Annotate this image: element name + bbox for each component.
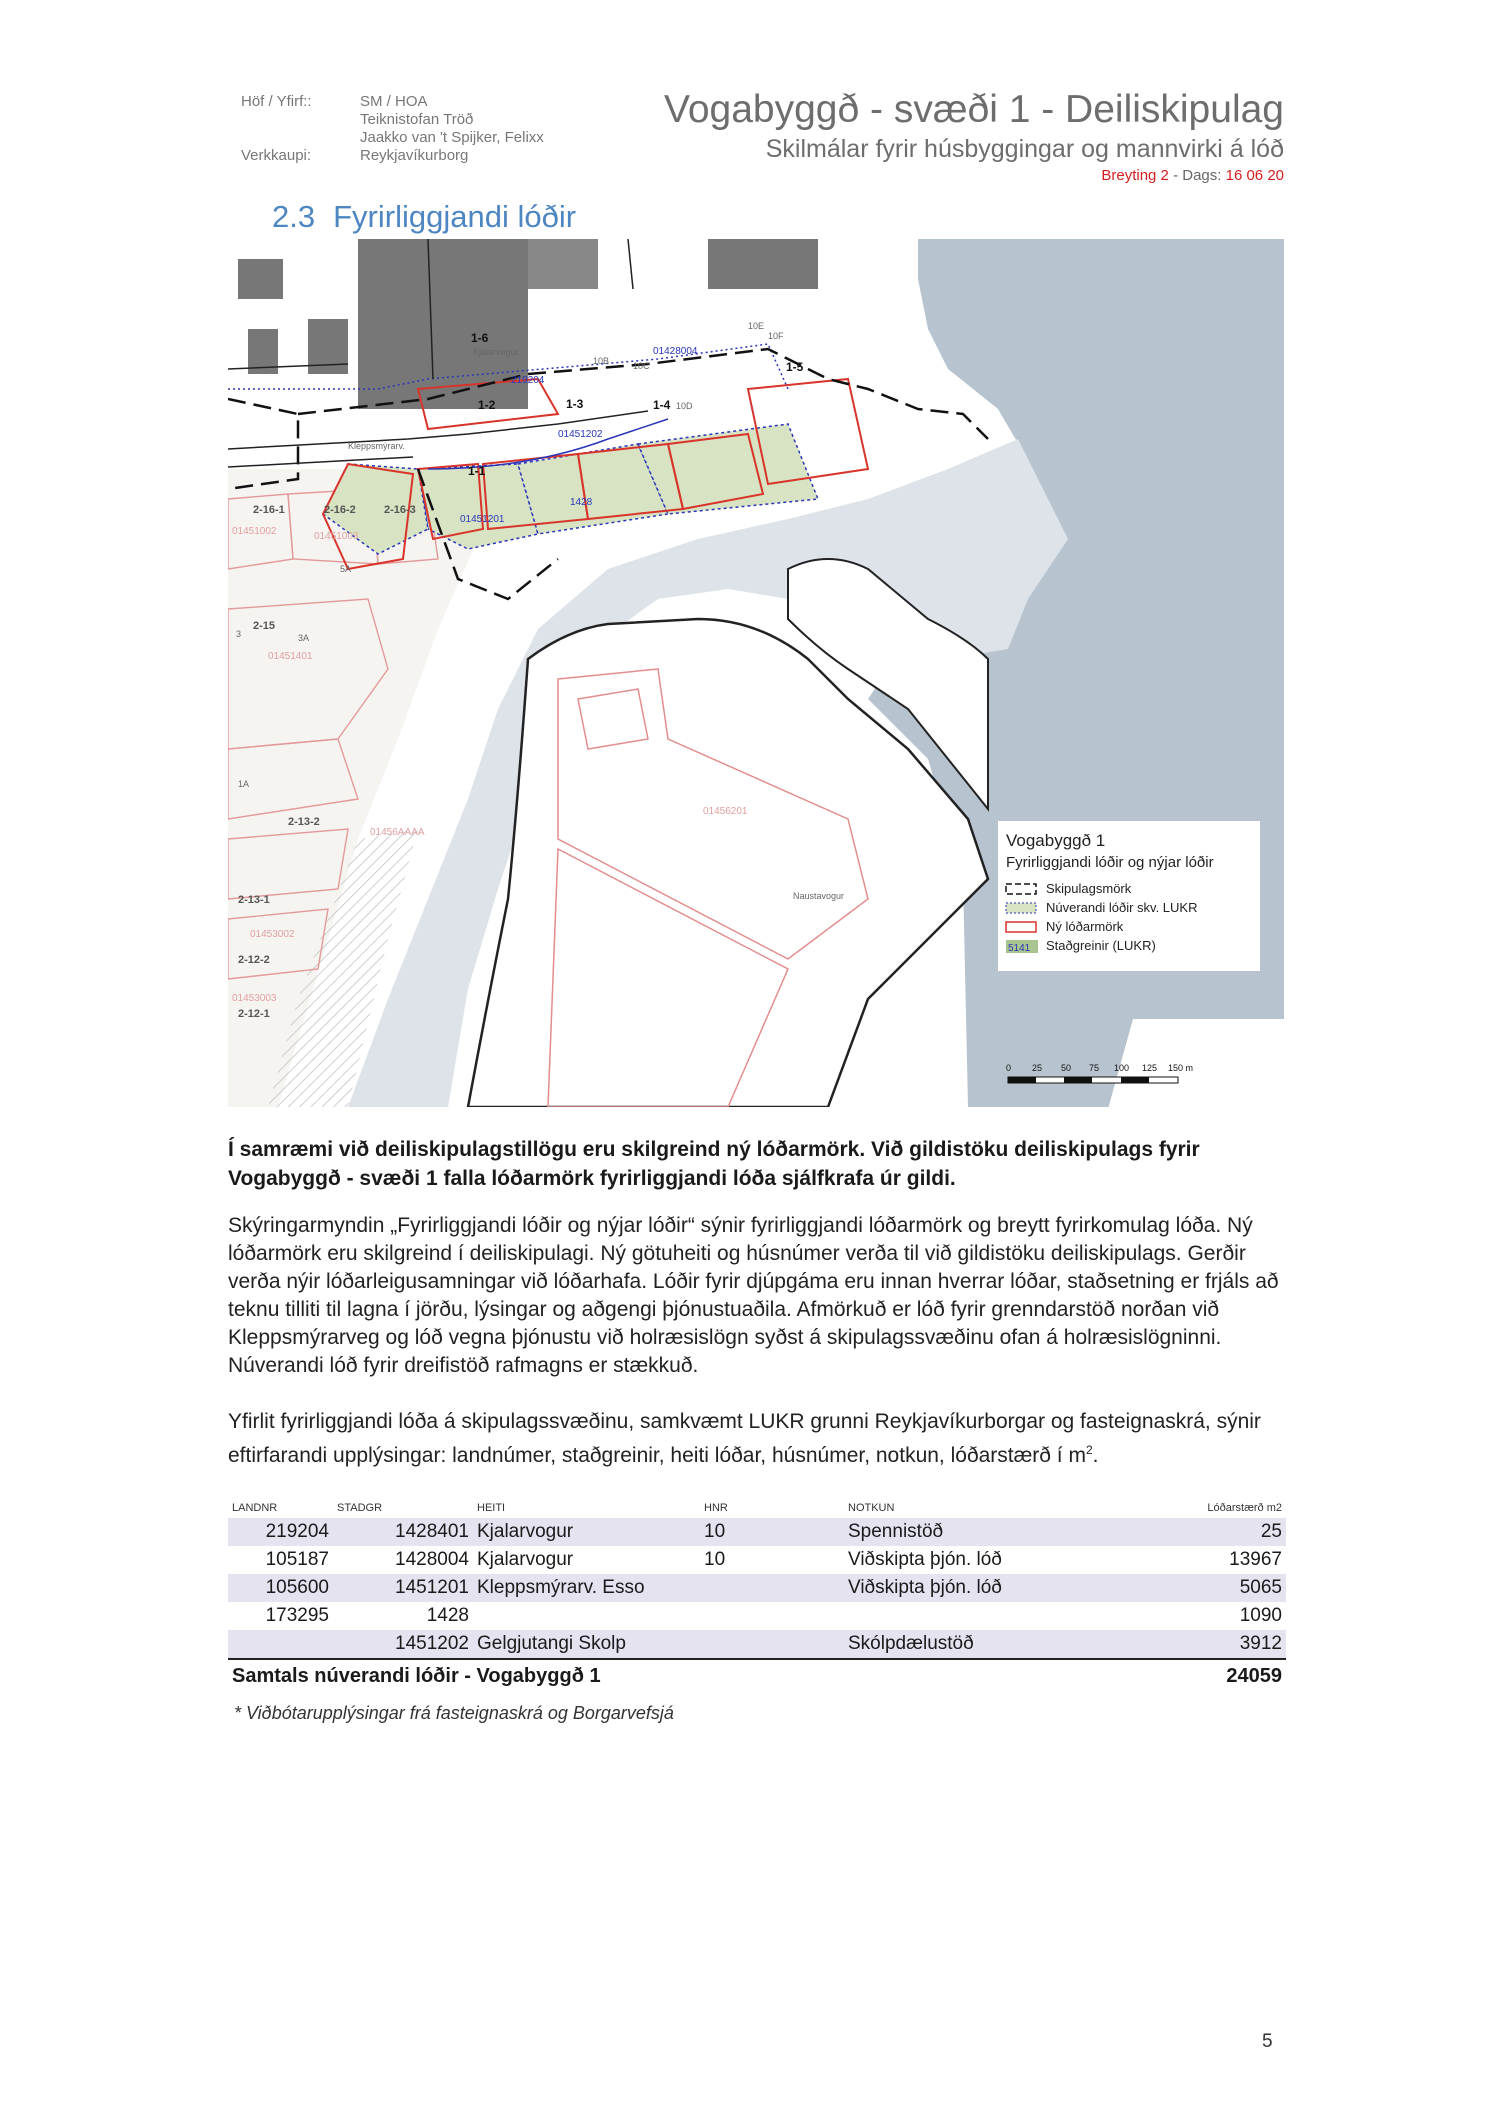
column-header: HEITI [477,1502,506,1514]
stadgreinir-label: 01451202 [558,429,603,440]
table-cell: 105187 [265,1549,329,1570]
house-number: 10D [676,401,693,411]
page-number: 5 [1262,2031,1273,2052]
scale-tick: 0 [1006,1063,1012,1073]
table-cell: 1090 [1239,1605,1282,1626]
stadgreinir-label: 01451003 [314,531,359,542]
total-row [228,1659,1286,1690]
table-cell [844,1602,1134,1630]
stadgreinir-label: 01451401 [268,651,313,662]
table-cell: Kjalarvogur [473,1518,700,1546]
legend-swatch-current [1006,903,1036,913]
author-line: Teiknistofan Tröð [360,111,474,128]
table-cell: 3912 [1134,1630,1286,1659]
lots-table [228,1502,1286,1690]
author-line: SM / HOA [360,93,428,110]
body-paragraph-text: Yfirlit fyrirliggjandi lóða á skipulagssvæðinu, samkvæmt LUKR grunni Reykjavíkurborgar og fasteignaskrá, sýnir eftirfarandi upplýsingar: landnúmer, staðgreinir, heiti lóðar, húsnúmer, notkun, lóðarstærð í m [228,1410,1261,1467]
house-number: 10E [748,321,765,331]
superscript: 2 [1085,1443,1093,1457]
table-cell: Gelgjutangi Skolp [473,1630,700,1659]
stadgreinir-label: 01456201 [703,806,748,817]
verkkaupi-label: Verkkaupi: [241,147,312,164]
table-cell: 1428 [426,1605,469,1626]
table-cell: 219204 [228,1518,333,1546]
table-cell: Skólpdælustöð [844,1630,1134,1659]
hof-label: Höf / Yfirf:: [241,93,312,110]
house-number: 1A [238,779,250,789]
table-row [228,1602,1286,1630]
plot-label: 1-1 [468,464,486,478]
table-cell: 5065 [1134,1574,1286,1602]
stadgreinir-label: 01456AAAA [370,827,425,838]
footnote: * Viðbótarupplýsingar frá fasteignaskrá og Borgarvefsjá [234,1703,674,1723]
document-title-block [664,88,1284,186]
stadgreinir-label: 1428 [570,497,593,508]
neighbor-label: 2-12-1 [238,1008,270,1020]
table-header [228,1502,1286,1518]
scale-tick: 125 [1142,1063,1158,1073]
table-cell: 173295 [265,1605,329,1626]
table-cell: 1428401 [333,1518,473,1546]
table-cell: Spennistöð [844,1518,1134,1546]
column-header: Lóðarstærð m2 [1207,1502,1282,1514]
house-number: 5A [340,564,352,574]
road-label: Naustavogur [793,891,845,901]
body-paragraph [228,1408,1288,1470]
table-cell: Viðskipta þjón. lóð [848,1549,1002,1570]
section-number: 2.3 [272,199,316,234]
road-label: Kjalarvogur [473,347,519,357]
table-cell: 1428004 [395,1549,469,1570]
road-label: Kleppsmýrarv. [348,441,405,451]
building [238,259,283,299]
legend-sample: 5141 [1008,943,1031,954]
table-cell: 25 [1134,1518,1286,1546]
column-header: NOTKUN [848,1502,895,1514]
body-paragraph-end: . [1092,1444,1099,1467]
table-cell: 10 [704,1549,726,1570]
table-cell: Kjalarvogur [477,1549,574,1570]
scale-tick: 25 [1032,1063,1043,1073]
table-cell: 1451202 [333,1630,473,1659]
map-legend [998,821,1260,971]
revision-date: 16 06 20 [1225,167,1284,184]
plot-label: 1-4 [653,398,671,412]
table-row [228,1518,1286,1546]
section-heading [272,199,576,235]
revision: Breyting 2 [1101,167,1169,184]
neighbor-label: 2-16-2 [324,504,356,516]
scale-tick: 100 [1114,1063,1130,1073]
stadgreinir-label: 01451201 [460,514,505,525]
table-cell: 105600 [228,1574,333,1602]
table-cell [700,1574,844,1602]
table-cell [700,1602,844,1630]
table-row [228,1546,1286,1574]
building [708,239,818,289]
column-header: HNR [704,1502,728,1514]
site-plan-map [228,239,1284,1107]
legend-item: Staðgreinir (LUKR) [1046,938,1156,953]
table-cell: 10 [700,1518,844,1546]
legend-title: Vogabyggð 1 [1006,831,1106,850]
revision-line [664,166,1284,186]
neighbor-label: 2-12-2 [238,954,270,966]
table-cell: Kleppsmýrarv. Esso [473,1574,700,1602]
plot-label: 1-6 [471,331,489,345]
table-cell: Viðskipta þjón. lóð [844,1574,1134,1602]
table-cell [473,1602,700,1630]
legend-item: Skipulagsmörk [1046,881,1132,896]
table-cell [700,1630,844,1659]
neighbor-label: 2-13-2 [288,816,320,828]
document-subtitle: Skilmálar fyrir húsbyggingar og mannvirki á lóð [765,135,1284,163]
dags-label: - Dags: [1173,167,1222,184]
stadgreinir-label: 01453002 [250,929,295,940]
author-line: Reykjavíkurborg [360,147,469,164]
house-number: 10C [633,361,650,371]
neighbor-label: 2-15 [253,620,276,632]
stadgreinir-label: 219204 [511,375,545,386]
table-row [228,1630,1286,1659]
legend-item: Ný lóðarmörk [1046,919,1124,934]
authors-list [360,93,544,165]
stadgreinir-label: 01453003 [232,993,277,1004]
column-header: STADGR [337,1502,383,1514]
legend-item: Núverandi lóðir skv. LUKR [1046,900,1198,915]
house-number: 10B [593,356,610,366]
section-title: Fyrirliggjandi lóðir [333,199,577,234]
neighbor-label: 2-13-1 [238,894,270,906]
neighbor-label: 2-16-3 [384,504,416,516]
house-number: 10F [768,331,784,341]
building [358,239,528,409]
table-cell: 13967 [1229,1549,1282,1570]
plot-label: 1-2 [478,398,496,412]
table-row [228,1574,1286,1602]
plot-label: 1-3 [566,397,584,411]
body-paragraph: Skýringarmyndin „Fyrirliggjandi lóðir og nýjar lóðir“ sýnir fyrirliggjandi lóðarmörk og breytt fyrirkomulag lóða. Ný lóðarmörk eru skilgreind í deiliskipulagi. Ný götuheiti og húsnúmer verða til við gildistöku deiliskipulags. Gerðir verða nýir lóðarleigusamningar við lóðarhafa. Lóðir fyrir djúpgáma eru innan hverrar lóðar, staðsetning er frjáls að teknu tilliti til lagna í jörðu, lýsingar og aðgengi þjónustuaðila. Afmörkuð er lóð fyrir grenndarstöð norðan við Kleppsmýrarveg og lóð vegna þjónustu við holræsislögn syðst á skipulagssvæðinu ofan á holræsislögninni. Núverandi lóð fyrir dreifistöð rafmagns er stækkuð. [228,1214,1279,1377]
author-line: Jaakko van 't Spijker, Felixx [360,129,544,146]
scale-tick: 50 [1061,1063,1072,1073]
legend-subtitle: Fyrirliggjandi lóðir og nýjar lóðir [1006,854,1214,871]
stadgreinir-label: 01428004 [653,346,698,357]
total-value: 24059 [1134,1659,1286,1690]
stadgreinir-label: 01451002 [232,526,277,537]
plot-label: 1-5 [786,360,804,374]
scale-tick: 150 m [1168,1063,1194,1073]
column-header: LANDNR [232,1502,278,1514]
table-cell: 1451201 [333,1574,473,1602]
building [528,239,598,289]
lead-paragraph: Í samræmi við deiliskipulagstillögu eru skilgreind ný lóðarmörk. Við gildistöku deiliskipulags fyrir Vogabyggð - svæði 1 falla lóðarmörk fyrirliggjandi lóða sjálfkrafa úr gildi. [228,1138,1200,1190]
document-title: Vogabyggð - svæði 1 - Deiliskipulag [663,88,1284,131]
neighbor-label: 2-16-1 [253,504,285,516]
house-number: 3 [236,629,242,639]
scale-tick: 75 [1089,1063,1100,1073]
table-cell [228,1630,333,1659]
house-number: 3A [298,633,310,643]
total-label: Samtals núverandi lóðir - Vogabyggð 1 [228,1659,1134,1690]
